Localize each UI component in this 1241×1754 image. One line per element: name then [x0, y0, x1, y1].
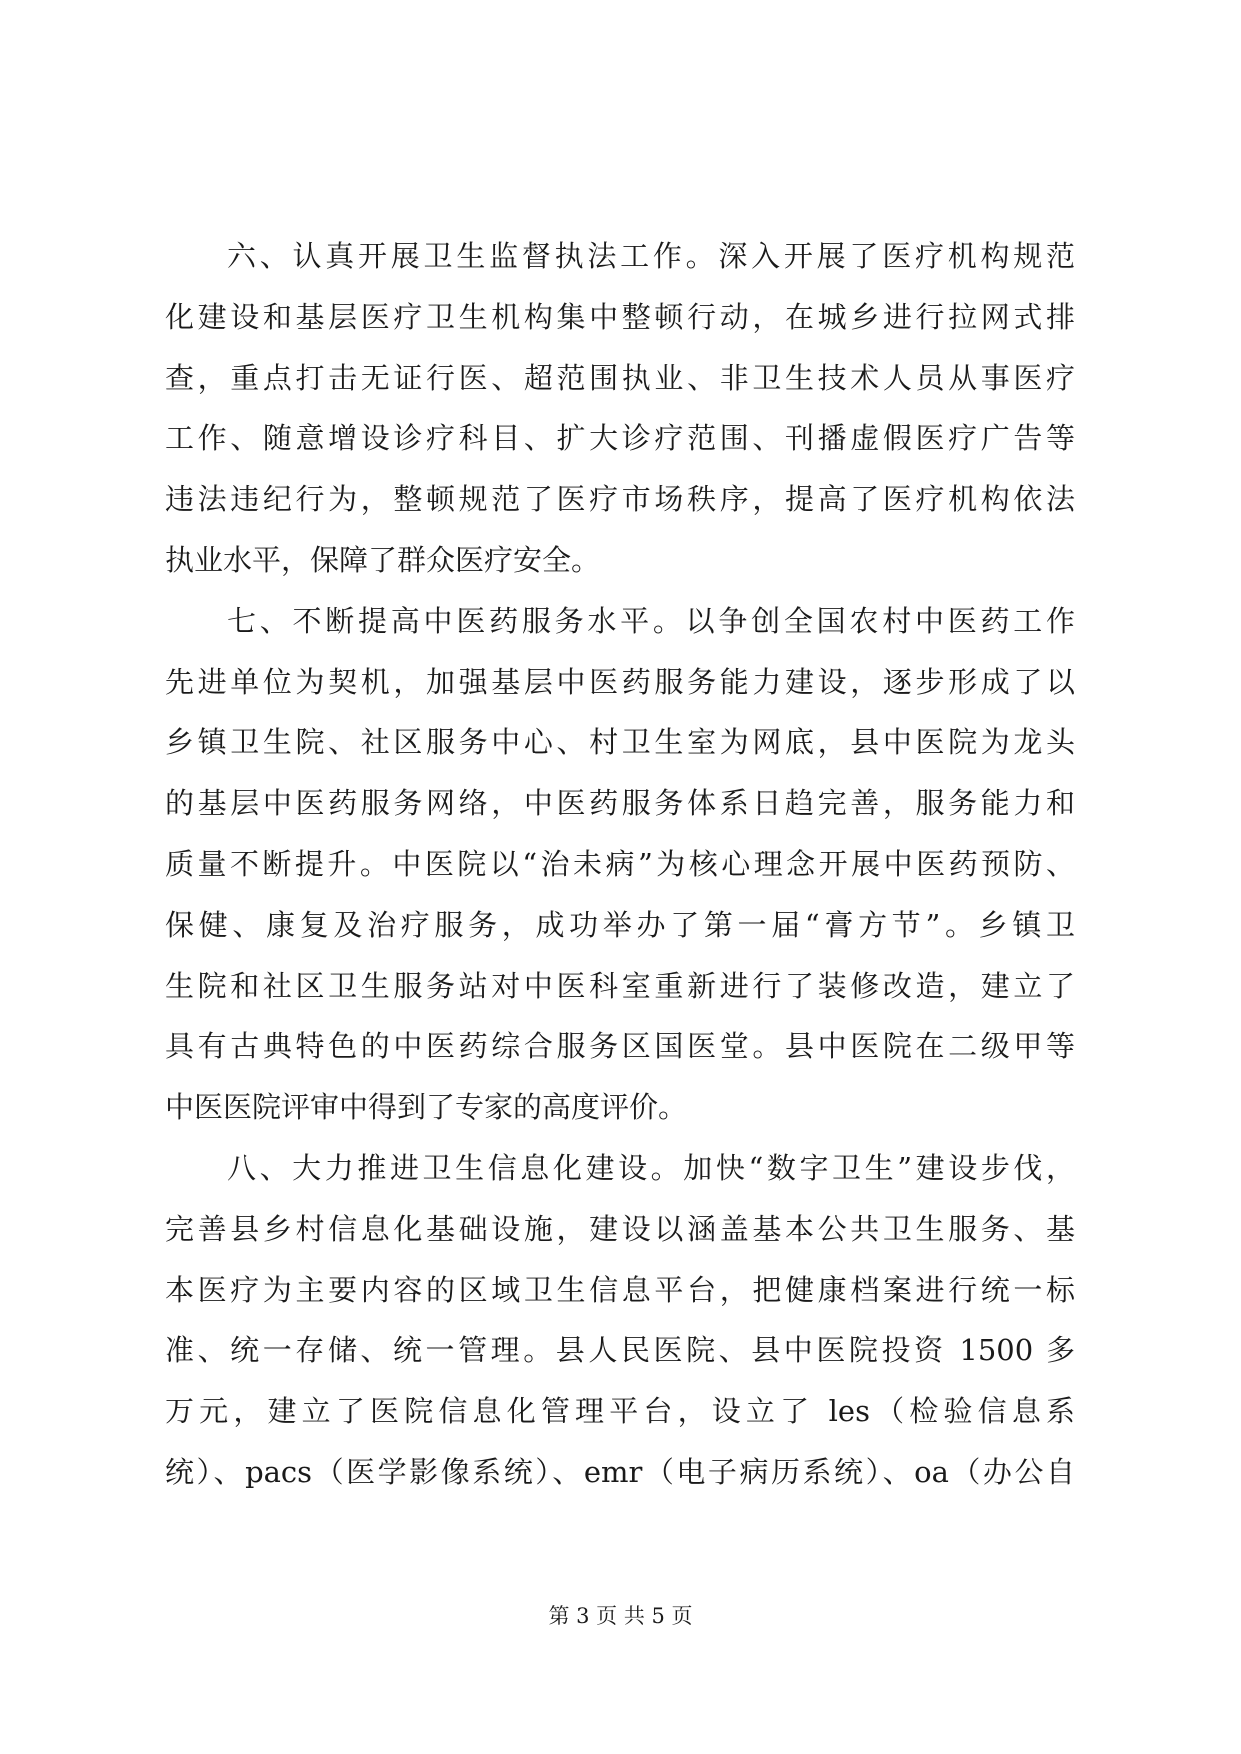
- text-line: 六、认真开展卫生监督执法工作。深入开展了医疗机构规范: [227, 239, 1075, 273]
- text-line: 统）、pacs（医学影像系统）、emr（电子病历系统）、oa（办公自: [165, 1454, 1075, 1489]
- text-line: 中医医院评审中得到了专家的高度评价。: [165, 1090, 688, 1125]
- text-line: 保健、康复及治疗服务，成功举办了第一届“膏方节”。乡镇卫: [165, 907, 1075, 942]
- text-line: 查，重点打击无证行医、超范围执业、非卫生技术人员从事医疗: [165, 360, 1075, 395]
- text-line: 工作、随意增设诊疗科目、扩大诊疗范围、刊播虚假医疗广告等: [165, 421, 1075, 456]
- text-line: 七、不断提高中医药服务水平。以争创全国农村中医药工作: [227, 603, 1075, 638]
- text-line: 乡镇卫生院、社区服务中心、村卫生室为网底，县中医院为龙头: [165, 725, 1075, 760]
- text-line: 八、大力推进卫生信息化建设。加快“数字卫生”建设步伐，: [227, 1150, 1075, 1185]
- text-line: 的基层中医药服务网络，中医药服务体系日趋完善，服务能力和: [165, 786, 1075, 821]
- text-line: 生院和社区卫生服务站对中医科室重新进行了装修改造，建立了: [165, 968, 1075, 1003]
- text-line: 先进单位为契机，加强基层中医药服务能力建设，逐步形成了以: [165, 664, 1075, 699]
- paragraph-health-supervision: [165, 226, 1075, 591]
- text-line: 万元，建立了医院信息化管理平台，设立了 les（检验信息系: [165, 1394, 1075, 1429]
- document-body: [165, 226, 1075, 1503]
- paragraph-tcm-services: [165, 591, 1075, 1138]
- text-line: 质量不断提升。中医院以“治未病”为核心理念开展中医药预防、: [165, 846, 1075, 881]
- text-line: 执业水平，保障了群众医疗安全。: [165, 542, 601, 577]
- page-number-footer: 第 3 页 共 5 页: [548, 1604, 693, 1628]
- text-line: 具有古典特色的中医药综合服务区国医堂。县中医院在二级甲等: [165, 1029, 1075, 1064]
- text-line: 违法违纪行为，整顿规范了医疗市场秩序，提高了医疗机构依法: [165, 482, 1075, 517]
- paragraph-health-informatization: [165, 1138, 1075, 1503]
- text-line: 本医疗为主要内容的区域卫生信息平台，把健康档案进行统一标: [165, 1272, 1075, 1307]
- text-line: 准、统一存储、统一管理。县人民医院、县中医院投资 1500 多: [165, 1333, 1075, 1368]
- text-line: 化建设和基层医疗卫生机构集中整顿行动，在城乡进行拉网式排: [165, 299, 1075, 334]
- text-line: 完善县乡村信息化基础设施，建设以涵盖基本公共卫生服务、基: [165, 1211, 1075, 1246]
